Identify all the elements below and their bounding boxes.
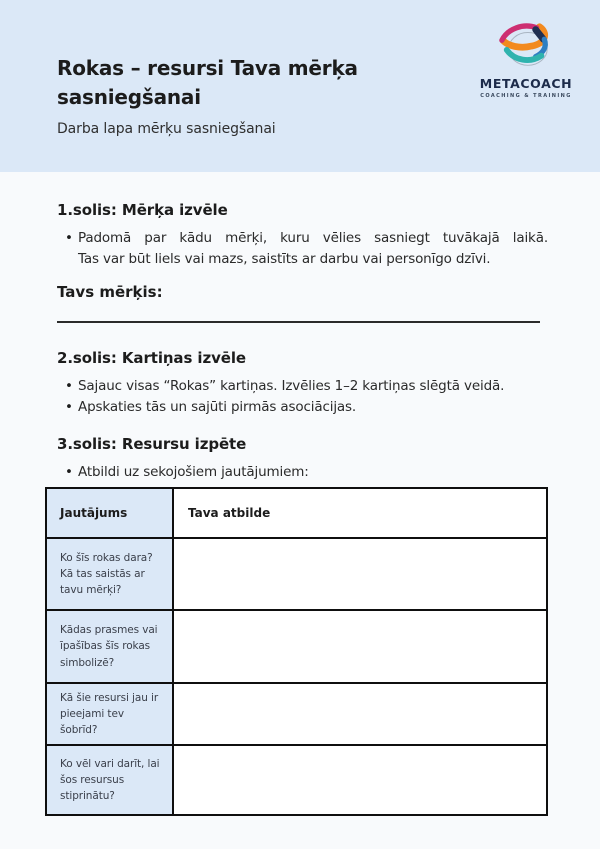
question-cell-4: Ko vēl vari darīt, lai šos resursus stiprinātu? <box>46 745 173 815</box>
step1-bullet-line1: • Padomā par kādu mērķi, kuru vēlies sasniegt tuvākajā laikā. <box>78 230 548 246</box>
page-subtitle: Darba lapa mērķu sasniegšanai <box>57 121 276 137</box>
goal-answer-line[interactable] <box>57 321 540 323</box>
header-band <box>0 0 600 172</box>
step2-heading: 2.solis: Kartiņas izvēle <box>57 349 246 367</box>
table-row <box>46 683 547 745</box>
table-row <box>46 538 547 610</box>
metacoach-logo <box>474 20 578 99</box>
logo-wordmark: METACOACH <box>479 76 573 91</box>
goal-label: Tavs mērķis: <box>57 283 163 301</box>
step2-bullets <box>57 376 548 418</box>
question-column-header: Jautājums <box>46 488 173 538</box>
question-cell-3: Kā šie resursi jau ir pieejami tev šobrīd? <box>46 683 173 745</box>
table-header-row <box>46 488 547 538</box>
answer-cell-3[interactable] <box>173 683 547 745</box>
question-cell-2: Kādas prasmes vai īpašības šīs rokas simbolizē? <box>46 610 173 683</box>
questions-table <box>45 487 548 816</box>
table-row <box>46 745 547 815</box>
step1-bullets <box>57 228 548 270</box>
answer-column-header: Tava atbilde <box>173 488 547 538</box>
answer-cell-1[interactable] <box>173 538 547 610</box>
step3-heading: 3.solis: Resursu izpēte <box>57 435 247 453</box>
logo-swirl-icon <box>495 20 557 74</box>
step2-bullet-1: • Sajauc visas “Rokas” kartiņas. Izvēlies 1–2 kartiņas slēgtā veidā. <box>65 376 548 397</box>
answer-cell-2[interactable] <box>173 610 547 683</box>
step1-bullet <box>65 228 548 270</box>
question-cell-1: Ko šīs rokas dara? Kā tas saistās ar tavu mērķi? <box>46 538 173 610</box>
step3-bullet-1: • Atbildi uz sekojošiem jautājumiem: <box>65 462 548 483</box>
step3-bullets <box>57 462 548 483</box>
page-title: Rokas – resursi Tava mērķa sasniegšanai <box>57 56 358 109</box>
table-row <box>46 610 547 683</box>
worksheet-body <box>0 201 600 816</box>
answer-cell-4[interactable] <box>173 745 547 815</box>
step1-heading: 1.solis: Mērķa izvēle <box>57 201 228 219</box>
step2-bullet-2: • Apskaties tās un sajūti pirmās asociācijas. <box>65 397 548 418</box>
logo-tagline: COACHING & TRAINING <box>480 93 572 99</box>
step1-bullet-line2: Tas var būt liels vai mazs, saistīts ar darbu vai personīgo dzīvi. <box>78 251 491 267</box>
